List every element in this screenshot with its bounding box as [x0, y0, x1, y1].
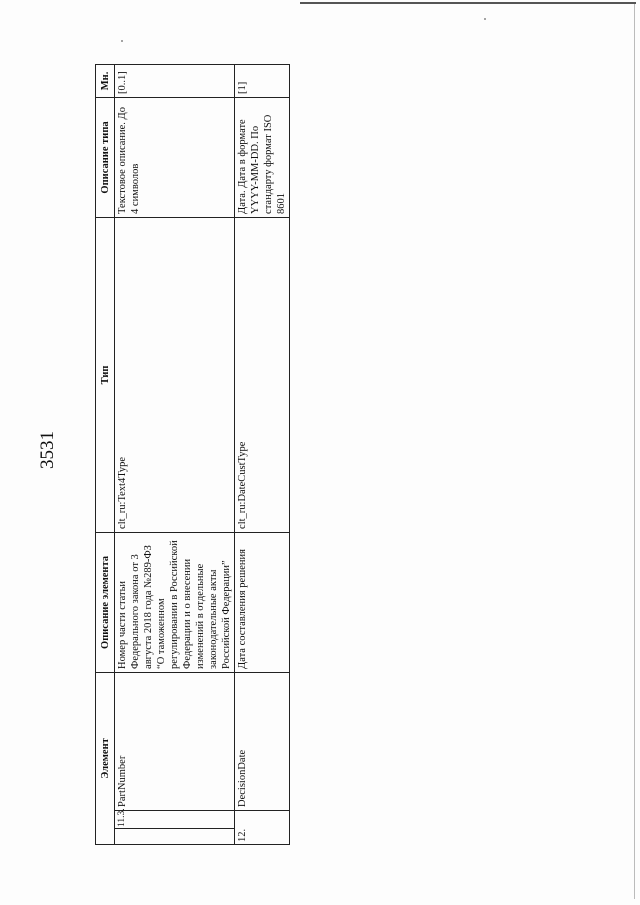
row-element-description: Дата составления решения	[235, 532, 290, 672]
scan-speck	[121, 40, 123, 42]
header-type: Тип	[96, 217, 115, 532]
scan-right-edge	[634, 4, 635, 899]
row-type-description: Текстовое описание. До 4 символов	[115, 97, 235, 217]
header-multiplicity: Мн.	[96, 64, 115, 97]
header-element-description: Описание элемента	[96, 532, 115, 672]
row-type-description: Дата. Дата в формате YYYY-MM-DD. По стандарту формат ISO 8601	[235, 97, 290, 217]
row-number: 11.3.	[115, 811, 235, 829]
header-element: Элемент	[96, 672, 115, 844]
page-number: 3531	[37, 431, 58, 469]
row-spacer-cell	[115, 829, 235, 845]
row-multiplicity: [1]	[235, 64, 290, 97]
table-row	[235, 64, 290, 844]
table-header-row	[96, 64, 115, 844]
row-number: 12.	[235, 811, 290, 845]
row-type: clt_ru:Text4Type	[115, 217, 235, 532]
header-type-description: Описание типа	[96, 97, 115, 217]
row-element-description: Номер части статьи Федерального закона от 3 августа 2018 года №289-ФЗ “О таможенном регулировании в Российской Федерации и о внесении изменений в отдельные законодательные акты Российской Федерации”	[115, 532, 235, 672]
table-row	[115, 64, 235, 844]
scan-speck	[484, 18, 486, 20]
rotated-table-wrapper	[95, 65, 285, 845]
row-element: DecisionDate	[235, 672, 290, 810]
row-element: PartNumber	[115, 672, 235, 810]
row-type: clt_ru:DateCustType	[235, 217, 290, 532]
element-table	[95, 64, 290, 845]
scan-top-line	[300, 2, 636, 4]
row-multiplicity: [0..1]	[115, 64, 235, 97]
